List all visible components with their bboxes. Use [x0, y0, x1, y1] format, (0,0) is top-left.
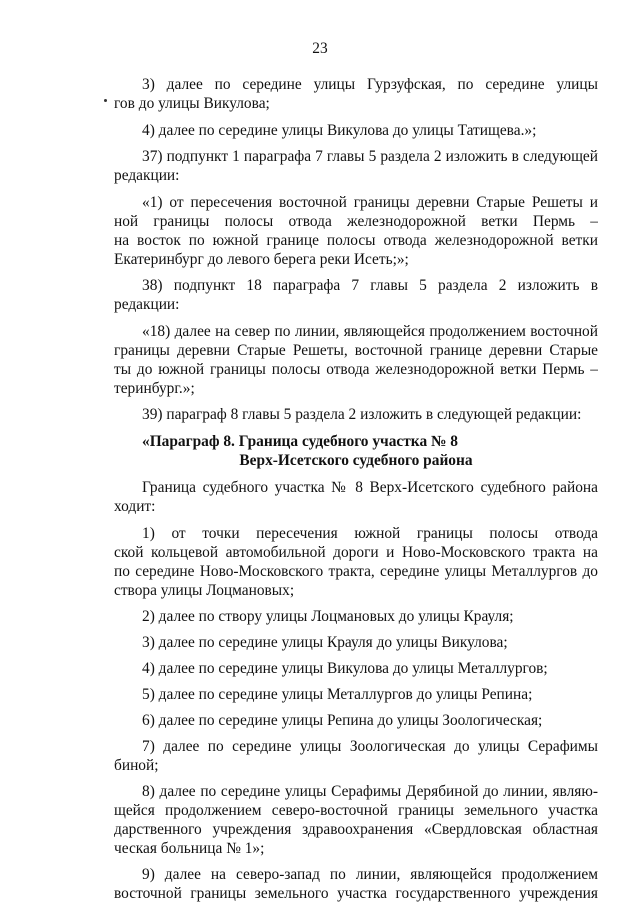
text-line: дарственного учреждения здравоохранения «Свердловская областная: [114, 821, 598, 838]
text-line: ты до южной границы полосы отвода железнодорожной ветки Пермь –: [114, 361, 598, 378]
text-line: «18) далее на север по линии, являющейся продолжением восточной: [142, 323, 598, 340]
text-line: ской кольцевой автомобильной дороги и Ново-Московского тракта на: [114, 544, 598, 561]
text-line: на восток по южной границе полосы отвода железнодорожной ветки: [114, 232, 598, 249]
text-line: редакции:: [114, 296, 180, 313]
text-line: 38) подпункт 18 параграфа 7 главы 5 раздела 2 изложить в: [142, 277, 598, 294]
text-line: Граница судебного участка № 8 Верх-Исетского судебного района: [142, 479, 598, 496]
text-line: 7) далее по середине улицы Зоологическая до улицы Серафимы: [142, 738, 598, 755]
text-line: 3) далее по середине улицы Гурзуфская, по середине улицы: [142, 76, 598, 93]
text-line: 3) далее по середине улицы Крауля до улицы Викулова;: [142, 634, 508, 651]
text-line: редакции:: [114, 167, 180, 184]
text-line: 4) далее по середине улицы Викулова до улицы Татищева.»;: [142, 122, 537, 139]
section-heading: «Параграф 8. Граница судебного участка № 8: [142, 433, 458, 450]
document-body: [114, 0, 598, 905]
text-line: 8) далее по середине улицы Серафимы Дерябиной до линии, являю-: [142, 783, 598, 800]
text-line: 6) далее по середине улицы Репина до улицы Зоологическая;: [142, 712, 543, 729]
text-line: ходит:: [114, 498, 156, 515]
section-heading: Верх-Исетского судебного района: [239, 452, 473, 469]
text-line: 5) далее по середине улицы Металлургов до улицы Репина;: [142, 686, 533, 703]
text-line: Екатеринбург до левого берега реки Исеть;»;: [114, 251, 409, 268]
text-line: 1) от точки пересечения южной границы полосы отвода: [142, 525, 598, 542]
text-line: гов до улицы Викулова;: [114, 95, 270, 112]
text-line: восточной границы земельного участка государственного учреждения: [114, 885, 598, 902]
text-line: теринбург.»;: [114, 380, 195, 397]
text-line: границы деревни Старые Решеты, восточной границе деревни Старые: [114, 342, 598, 359]
text-line: по середине Ново-Московского тракта, середине улицы Металлургов до: [114, 563, 598, 580]
text-line: биной;: [114, 757, 159, 774]
text-line: 2) далее по створу улицы Лоцмановых до улицы Крауля;: [142, 608, 514, 625]
text-line: «1) от пересечения восточной границы деревни Старые Решеты и: [142, 194, 598, 211]
text-line: 9) далее на северо-запад по линии, являющейся продолжением: [142, 866, 598, 883]
text-line: ной границы полосы отвода железнодорожной ветки Пермь –: [114, 213, 598, 230]
text-line: 39) параграф 8 главы 5 раздела 2 изложить в следующей редакции:: [142, 406, 582, 423]
text-line: створа улицы Лоцмановых;: [114, 582, 295, 599]
text-line: 4) далее по середине улицы Викулова до улицы Металлургов;: [142, 660, 548, 677]
text-line: щейся продолжением северо-восточной границы земельного участка: [114, 802, 598, 819]
page-number: 23: [312, 40, 328, 57]
scan-mark: [104, 99, 107, 102]
text-line: 37) подпункт 1 параграфа 7 главы 5 раздела 2 изложить в следующей: [142, 148, 598, 165]
text-line: ческая больница № 1»;: [114, 840, 265, 857]
